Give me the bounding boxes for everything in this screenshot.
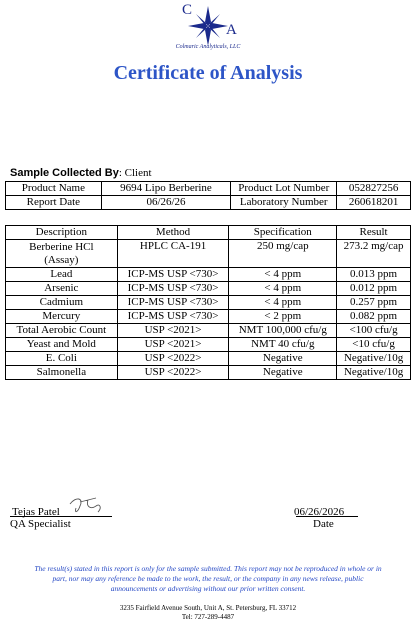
signature-line: [10, 516, 112, 517]
table-cell: USP <2022>: [117, 366, 229, 380]
column-header: Specification: [229, 226, 337, 240]
sample-collected-label: Sample Collected By: [10, 167, 119, 179]
table-cell: Arsenic: [6, 282, 118, 296]
table-cell: < 4 ppm: [229, 296, 337, 310]
disclaimer-line: part, nor may any reference be made to the work, the result, or the company in any news release, public: [52, 574, 364, 583]
table-cell: ICP-MS USP <730>: [117, 282, 229, 296]
column-header: Description: [6, 226, 118, 240]
table-cell: USP <2021>: [117, 324, 229, 338]
table-cell: < 4 ppm: [229, 282, 337, 296]
table-row: [6, 240, 411, 268]
logo-letters: [160, 2, 256, 46]
address-line: 3235 Fairfield Avenue South, Unit A, St. Petersburg, FL 33712: [119, 604, 297, 612]
sample-collected: [10, 167, 152, 179]
table-cell: Lead: [6, 268, 118, 282]
handwritten-signature-icon: [66, 494, 106, 518]
disclaimer-line: The result(s) stated in this report is only for the sample submitted. This report may not be reproduced in whole or in: [34, 564, 382, 573]
table-row: [6, 182, 411, 196]
table-cell: 06/26/26: [101, 196, 231, 210]
table-cell: NMT 100,000 cfu/g: [229, 324, 337, 338]
table-cell: E. Coli: [6, 352, 118, 366]
table-row: [6, 338, 411, 352]
table-cell: 052827256: [337, 182, 411, 196]
table-row: [6, 324, 411, 338]
description-line-2: (Assay): [44, 253, 79, 266]
table-cell: Negative: [229, 352, 337, 366]
table-cell: <100 cfu/g: [337, 324, 411, 338]
table-cell: 0.012 ppm: [337, 282, 411, 296]
table-header-row: [6, 226, 411, 240]
table-cell: 250 mg/cap: [229, 240, 337, 268]
date-label: Date: [313, 518, 334, 530]
table-cell: 0.082 ppm: [337, 310, 411, 324]
table-cell: < 2 ppm: [229, 310, 337, 324]
signer-title: QA Specialist: [10, 518, 71, 530]
table-cell: Product Name: [6, 182, 102, 196]
page-title: Certificate of Analysis: [113, 62, 303, 84]
phone-line: Tel: 727-289-4487: [181, 613, 235, 621]
table-cell: 0.257 ppm: [337, 296, 411, 310]
company-address: [0, 604, 416, 622]
table-row: [6, 366, 411, 380]
table-cell: <10 cfu/g: [337, 338, 411, 352]
table-cell: Product Lot Number: [231, 182, 337, 196]
table-cell: USP <2021>: [117, 338, 229, 352]
company-name: Colmaric Analyticals, LLC: [175, 44, 241, 50]
results-table: [5, 225, 411, 380]
table-cell: Salmonella: [6, 366, 118, 380]
table-cell: 0.013 ppm: [337, 268, 411, 282]
table-cell: [6, 240, 118, 268]
product-info-table: [5, 181, 411, 210]
table-cell: NMT 40 cfu/g: [229, 338, 337, 352]
table-row: [6, 310, 411, 324]
table-row: [6, 268, 411, 282]
table-cell: USP <2022>: [117, 352, 229, 366]
table-cell: ICP-MS USP <730>: [117, 268, 229, 282]
disclaimer: [6, 564, 410, 594]
table-cell: 260618201: [337, 196, 411, 210]
column-header: Method: [117, 226, 229, 240]
signer-name: Tejas Patel: [12, 506, 60, 518]
signature-date: 06/26/2026: [294, 506, 345, 518]
table-cell: Report Date: [6, 196, 102, 210]
logo-letter-c: C: [182, 2, 193, 18]
table-cell: Yeast and Mold: [6, 338, 118, 352]
table-cell: Mercury: [6, 310, 118, 324]
table-cell: Negative/10g: [337, 366, 411, 380]
sample-collected-value: : Client: [118, 167, 152, 179]
logo-letter-a: A: [226, 22, 237, 38]
table-row: [6, 196, 411, 210]
table-cell: Laboratory Number: [231, 196, 337, 210]
table-cell: Cadmium: [6, 296, 118, 310]
table-cell: Negative/10g: [337, 352, 411, 366]
date-line: [296, 516, 358, 517]
column-header: Result: [337, 226, 411, 240]
table-cell: Negative: [229, 366, 337, 380]
table-cell: ICP-MS USP <730>: [117, 296, 229, 310]
table-row: [6, 282, 411, 296]
description-line-1: Berberine HCl: [29, 240, 94, 253]
table-cell: ICP-MS USP <730>: [117, 310, 229, 324]
table-cell: < 4 ppm: [229, 268, 337, 282]
table-cell: 273.2 mg/cap: [337, 240, 411, 268]
table-cell: Total Aerobic Count: [6, 324, 118, 338]
table-cell: HPLC CA-191: [117, 240, 229, 268]
table-cell: 9694 Lipo Berberine: [101, 182, 231, 196]
table-row: [6, 296, 411, 310]
table-row: [6, 352, 411, 366]
disclaimer-line: announcements or advertising without our prior written consent.: [110, 584, 306, 593]
